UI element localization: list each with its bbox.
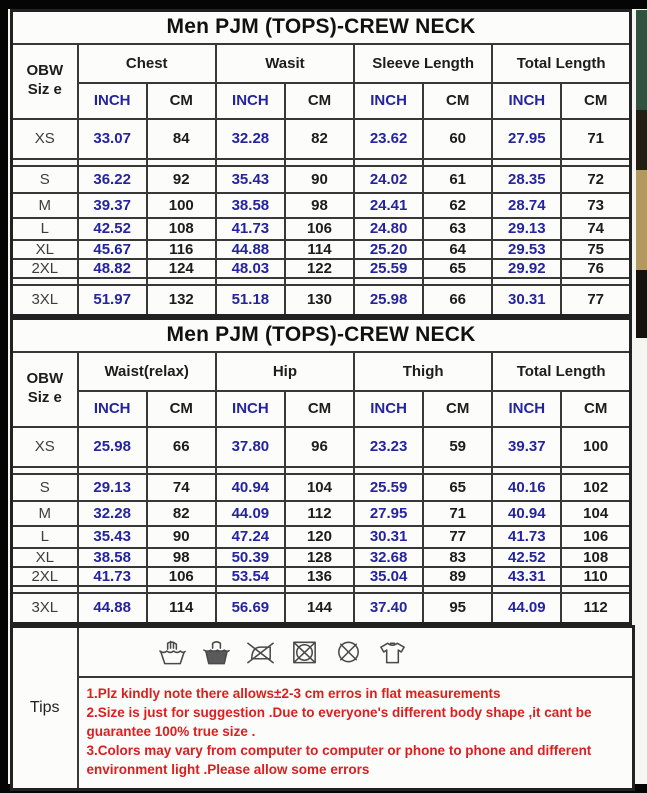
cm-value: 65 xyxy=(423,474,492,501)
cm-value: 66 xyxy=(147,427,216,467)
cm-value: 98 xyxy=(285,193,354,218)
size-label: XS xyxy=(12,119,78,159)
inch-value: 51.97 xyxy=(78,285,147,316)
cm-value: 132 xyxy=(147,285,216,316)
cm-value: 116 xyxy=(147,240,216,259)
inch-value: 41.73 xyxy=(216,218,285,240)
inch-value: 39.37 xyxy=(78,193,147,218)
size-column-header xyxy=(12,352,78,427)
cm-value: 128 xyxy=(285,548,354,567)
inch-value: 24.41 xyxy=(354,193,423,218)
photo-sliver-segment xyxy=(636,170,647,270)
spacer-row xyxy=(12,278,631,285)
cm-value: 92 xyxy=(147,166,216,193)
cm-value: 96 xyxy=(285,427,354,467)
inch-value: 27.95 xyxy=(492,119,561,159)
photo-sliver-segment xyxy=(636,110,647,170)
size-label: XS xyxy=(12,427,78,467)
unit-header-inch: INCH xyxy=(216,83,285,119)
group-header-row xyxy=(12,44,631,83)
inch-value: 32.28 xyxy=(216,119,285,159)
do-not-dry-clean-icon xyxy=(333,638,364,666)
care-and-tips-table xyxy=(10,625,635,791)
cm-value: 72 xyxy=(561,166,630,193)
cm-value: 98 xyxy=(147,548,216,567)
size-header-line2: Siz e xyxy=(27,389,62,406)
inch-value: 48.03 xyxy=(216,259,285,278)
photo-sliver xyxy=(636,10,647,338)
size-row-L xyxy=(12,218,631,240)
inch-value: 38.58 xyxy=(216,193,285,218)
unit-header-inch: INCH xyxy=(78,83,147,119)
tips-label: Tips xyxy=(12,627,78,790)
tip-line-2: 2.Size is just for suggestion .Due to everyone's different body shape ,it cant be guarantee 100% true size . xyxy=(86,704,592,739)
group-header-hip: Hip xyxy=(216,352,354,391)
cm-value: 71 xyxy=(561,119,630,159)
inch-value: 36.22 xyxy=(78,166,147,193)
cm-value: 76 xyxy=(561,259,630,278)
inch-value: 44.88 xyxy=(78,593,147,624)
inch-value: 24.80 xyxy=(354,218,423,240)
size-chart-sheet xyxy=(8,9,647,784)
table-title: Men PJM (TOPS)-CREW NECK xyxy=(12,11,631,44)
cm-value: 124 xyxy=(147,259,216,278)
cm-value: 102 xyxy=(561,474,630,501)
photo-sliver-segment xyxy=(636,270,647,338)
group-header-waist-relax: Waist(relax) xyxy=(78,352,216,391)
size-label: 2XL xyxy=(12,567,78,586)
inch-value: 25.98 xyxy=(78,427,147,467)
inch-value: 37.40 xyxy=(354,593,423,624)
size-row-XS xyxy=(12,427,631,467)
group-header-thigh: Thigh xyxy=(354,352,492,391)
inch-value: 23.62 xyxy=(354,119,423,159)
cm-value: 62 xyxy=(423,193,492,218)
size-row-XS xyxy=(12,119,631,159)
inch-value: 25.59 xyxy=(354,474,423,501)
cm-value: 74 xyxy=(147,474,216,501)
inch-value: 47.24 xyxy=(216,526,285,548)
cm-value: 100 xyxy=(561,427,630,467)
table-title: Men PJM (TOPS)-CREW NECK xyxy=(12,319,631,352)
cm-value: 120 xyxy=(285,526,354,548)
cm-value: 114 xyxy=(147,593,216,624)
inch-value: 50.39 xyxy=(216,548,285,567)
cm-value: 89 xyxy=(423,567,492,586)
inch-value: 43.31 xyxy=(492,567,561,586)
size-label: M xyxy=(12,193,78,218)
cm-value: 136 xyxy=(285,567,354,586)
inch-value: 24.02 xyxy=(354,166,423,193)
cm-value: 77 xyxy=(561,285,630,316)
table-title-row xyxy=(12,319,631,352)
wash-basin-icon xyxy=(201,638,232,666)
inch-value: 35.04 xyxy=(354,567,423,586)
cm-value: 77 xyxy=(423,526,492,548)
group-header-sleeve-length: Sleeve Length xyxy=(354,44,492,83)
inch-value: 41.73 xyxy=(78,567,147,586)
inch-value: 39.37 xyxy=(492,427,561,467)
inch-value: 29.92 xyxy=(492,259,561,278)
size-row-M xyxy=(12,193,631,218)
inch-value: 27.95 xyxy=(354,501,423,526)
size-label: S xyxy=(12,474,78,501)
cm-value: 59 xyxy=(423,427,492,467)
unit-header-cm: CM xyxy=(285,83,354,119)
cm-value: 112 xyxy=(561,593,630,624)
cm-value: 95 xyxy=(423,593,492,624)
group-header-total-length: Total Length xyxy=(492,352,630,391)
unit-header-inch: INCH xyxy=(216,391,285,427)
inch-value: 53.54 xyxy=(216,567,285,586)
unit-header-row xyxy=(12,83,631,119)
inch-value: 25.59 xyxy=(354,259,423,278)
size-label: 3XL xyxy=(12,285,78,316)
cm-value: 112 xyxy=(285,501,354,526)
size-row-S xyxy=(12,474,631,501)
inch-value: 44.88 xyxy=(216,240,285,259)
unit-header-cm: CM xyxy=(147,391,216,427)
inch-value: 30.31 xyxy=(492,285,561,316)
inch-value: 29.53 xyxy=(492,240,561,259)
group-header-total-length: Total Length xyxy=(492,44,630,83)
size-row-XL xyxy=(12,240,631,259)
inch-value: 30.31 xyxy=(354,526,423,548)
unit-header-inch: INCH xyxy=(354,83,423,119)
inch-value: 29.13 xyxy=(492,218,561,240)
size-label: M xyxy=(12,501,78,526)
size-label: S xyxy=(12,166,78,193)
cm-value: 110 xyxy=(561,567,630,586)
unit-header-inch: INCH xyxy=(78,391,147,427)
spacer-row xyxy=(12,159,631,166)
cm-value: 106 xyxy=(285,218,354,240)
inch-value: 37.80 xyxy=(216,427,285,467)
unit-header-cm: CM xyxy=(147,83,216,119)
unit-header-cm: CM xyxy=(561,391,630,427)
cm-value: 108 xyxy=(147,218,216,240)
tip-line-3: 3.Colors may vary from computer to computer or phone to phone and different environment light .Please allow some errors xyxy=(86,742,592,778)
cm-value: 75 xyxy=(561,240,630,259)
spacer-row xyxy=(12,467,631,474)
inch-value: 28.35 xyxy=(492,166,561,193)
unit-header-inch: INCH xyxy=(492,391,561,427)
tips-text xyxy=(78,677,634,790)
cm-value: 64 xyxy=(423,240,492,259)
cm-value: 130 xyxy=(285,285,354,316)
size-label: L xyxy=(12,218,78,240)
cm-value: 61 xyxy=(423,166,492,193)
inch-value: 23.23 xyxy=(354,427,423,467)
unit-header-cm: CM xyxy=(561,83,630,119)
size-row-2XL xyxy=(12,567,631,586)
size-row-3XL xyxy=(12,593,631,624)
cm-value: 73 xyxy=(561,193,630,218)
garment-icon xyxy=(377,638,408,666)
inch-value: 42.52 xyxy=(78,218,147,240)
do-not-iron-icon xyxy=(245,638,276,666)
cm-value: 114 xyxy=(285,240,354,259)
inch-value: 32.68 xyxy=(354,548,423,567)
size-label: 2XL xyxy=(12,259,78,278)
cm-value: 63 xyxy=(423,218,492,240)
inch-value: 56.69 xyxy=(216,593,285,624)
do-not-tumble-dry-icon xyxy=(289,638,320,666)
unit-header-row xyxy=(12,391,631,427)
cm-value: 82 xyxy=(285,119,354,159)
size-row-3XL xyxy=(12,285,631,316)
inch-value: 40.94 xyxy=(492,501,561,526)
size-column-header xyxy=(12,44,78,119)
inch-value: 45.67 xyxy=(78,240,147,259)
size-row-S xyxy=(12,166,631,193)
tips-row xyxy=(12,677,634,790)
inch-value: 40.16 xyxy=(492,474,561,501)
cm-value: 104 xyxy=(285,474,354,501)
unit-header-inch: INCH xyxy=(354,391,423,427)
spacer-row xyxy=(12,586,631,593)
group-header-chest: Chest xyxy=(78,44,216,83)
cm-value: 106 xyxy=(561,526,630,548)
cm-value: 144 xyxy=(285,593,354,624)
care-symbols-row xyxy=(12,627,634,677)
cm-value: 60 xyxy=(423,119,492,159)
inch-value: 51.18 xyxy=(216,285,285,316)
inch-value: 25.98 xyxy=(354,285,423,316)
inch-value: 38.58 xyxy=(78,548,147,567)
care-symbols xyxy=(79,638,633,666)
cm-value: 106 xyxy=(147,567,216,586)
unit-header-cm: CM xyxy=(423,391,492,427)
cm-value: 100 xyxy=(147,193,216,218)
inch-value: 25.20 xyxy=(354,240,423,259)
cm-value: 71 xyxy=(423,501,492,526)
hand-wash-icon xyxy=(157,638,188,666)
size-row-XL xyxy=(12,548,631,567)
care-symbols-cell xyxy=(78,627,634,677)
cm-value: 83 xyxy=(423,548,492,567)
inch-value: 35.43 xyxy=(78,526,147,548)
size-row-2XL xyxy=(12,259,631,278)
size-table-1 xyxy=(10,9,632,317)
cm-value: 104 xyxy=(561,501,630,526)
size-row-M xyxy=(12,501,631,526)
size-label: L xyxy=(12,526,78,548)
inch-value: 29.13 xyxy=(78,474,147,501)
unit-header-cm: CM xyxy=(423,83,492,119)
size-label: 3XL xyxy=(12,593,78,624)
size-label: XL xyxy=(12,548,78,567)
cm-value: 74 xyxy=(561,218,630,240)
size-header-line1: OBW xyxy=(26,62,64,80)
table-title-row xyxy=(12,11,631,44)
size-row-L xyxy=(12,526,631,548)
unit-header-cm: CM xyxy=(285,391,354,427)
inch-value: 32.28 xyxy=(78,501,147,526)
cm-value: 84 xyxy=(147,119,216,159)
inch-value: 48.82 xyxy=(78,259,147,278)
cm-value: 90 xyxy=(285,166,354,193)
size-header-line1: OBW xyxy=(26,370,64,388)
size-header-line2: Siz e xyxy=(27,81,62,98)
cm-value: 82 xyxy=(147,501,216,526)
inch-value: 33.07 xyxy=(78,119,147,159)
inch-value: 41.73 xyxy=(492,526,561,548)
cm-value: 108 xyxy=(561,548,630,567)
inch-value: 42.52 xyxy=(492,548,561,567)
inch-value: 44.09 xyxy=(492,593,561,624)
inch-value: 35.43 xyxy=(216,166,285,193)
size-label: XL xyxy=(12,240,78,259)
cm-value: 65 xyxy=(423,259,492,278)
cm-value: 122 xyxy=(285,259,354,278)
unit-header-inch: INCH xyxy=(492,83,561,119)
cm-value: 90 xyxy=(147,526,216,548)
group-header-row xyxy=(12,352,631,391)
inch-value: 40.94 xyxy=(216,474,285,501)
photo-sliver-segment xyxy=(636,10,647,110)
cm-value: 66 xyxy=(423,285,492,316)
inch-value: 44.09 xyxy=(216,501,285,526)
tip-line-1: 1.Plz kindly note there allows±2-3 cm erros in flat measurements xyxy=(86,685,501,701)
inch-value: 28.74 xyxy=(492,193,561,218)
group-header-waist: Wasit xyxy=(216,44,354,83)
size-table-2 xyxy=(10,317,632,625)
